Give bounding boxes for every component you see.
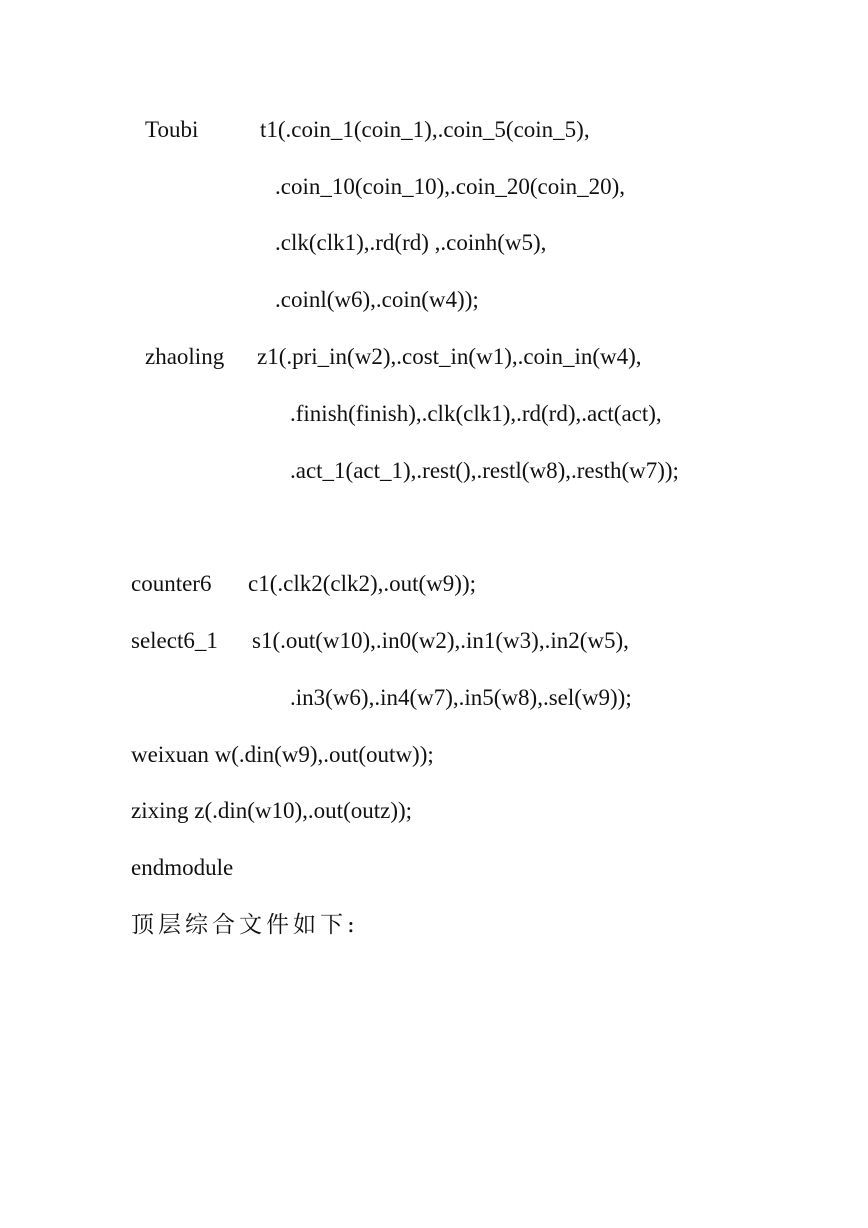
zhaoling-instance-line-2: .finish(finish),.clk(clk1),.rd(rd),.act(act), <box>290 401 662 426</box>
counter-module-name: counter6 <box>131 571 212 596</box>
toubi-instance-line-4: .coinl(w6),.coin(w4)); <box>275 287 479 312</box>
zhaoling-instance-line-1: z1(.pri_in(w2),.cost_in(w1),.coin_in(w4), <box>257 344 642 369</box>
zhaoling-instance-line-3: .act_1(act_1),.rest(),.restl(w8),.resth(w7)); <box>290 458 679 483</box>
endmodule-line: endmodule <box>131 855 234 880</box>
counter-instance-line: c1(.clk2(clk2),.out(w9)); <box>248 571 477 596</box>
zixing-instance-line: zixing z(.din(w10),.out(outz)); <box>131 798 413 823</box>
zhaoling-module-name: zhaoling <box>145 344 225 369</box>
toubi-module-name: Toubi <box>145 117 199 142</box>
toubi-instance-line-3: .clk(clk1),.rd(rd) ,.coinh(w5), <box>275 230 547 255</box>
select-module-name: select6_1 <box>131 628 218 653</box>
toubi-instance-line-2: .coin_10(coin_10),.coin_20(coin_20), <box>275 174 626 199</box>
section-caption: 顶层综合文件如下: <box>131 912 359 938</box>
toubi-instance-line-1: t1(.coin_1(coin_1),.coin_5(coin_5), <box>260 117 590 142</box>
select-instance-line-1: s1(.out(w10),.in0(w2),.in1(w3),.in2(w5), <box>252 628 629 653</box>
weixuan-instance-line: weixuan w(.din(w9),.out(outw)); <box>131 742 434 767</box>
select-instance-line-2: .in3(w6),.in4(w7),.in5(w8),.sel(w9)); <box>290 685 632 710</box>
